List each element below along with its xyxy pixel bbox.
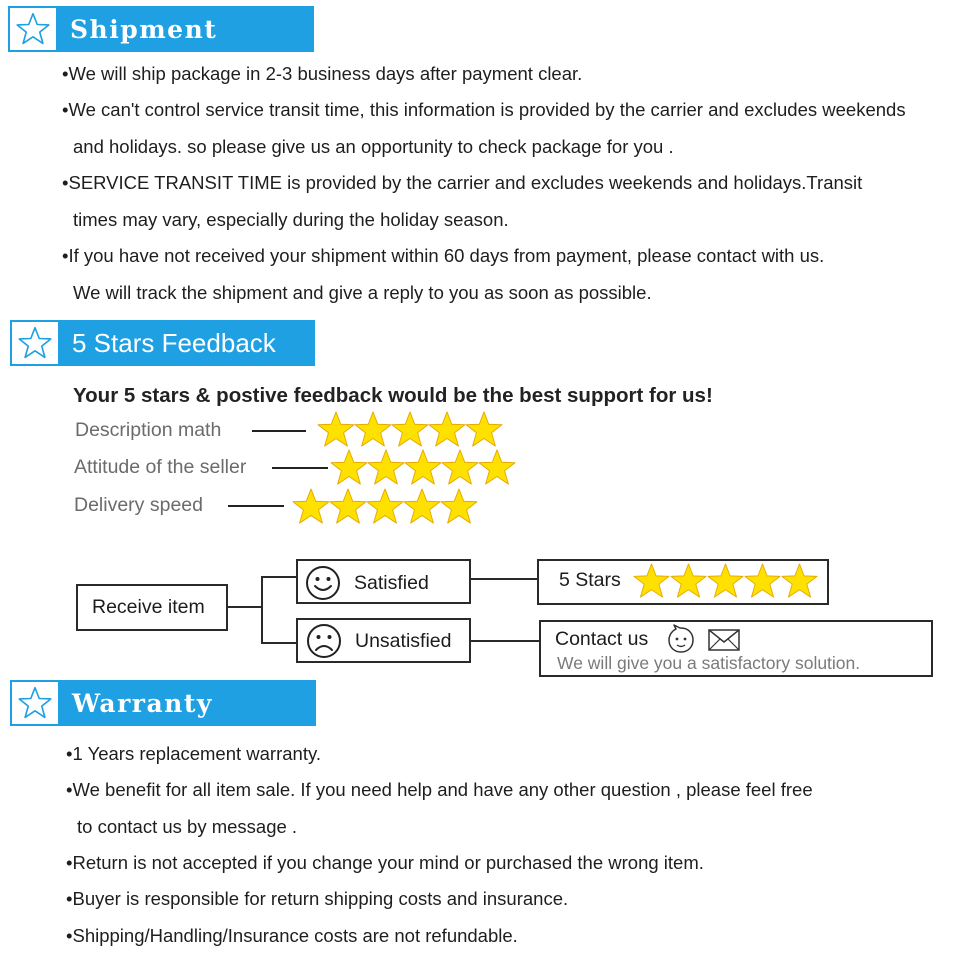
- five-stars-label: 5 Stars: [559, 569, 621, 591]
- star-filled-icon: [367, 449, 405, 485]
- chat-face-icon: [666, 624, 696, 656]
- rating-connector: [252, 430, 306, 432]
- warranty-line: to contact us by message .: [77, 816, 298, 837]
- warranty-line: •Return is not accepted if you change your mind or purchased the wrong item.: [66, 852, 704, 873]
- flow-connector: [261, 642, 297, 644]
- shipment-line: •We will ship package in 2-3 business days after payment clear.: [62, 63, 583, 84]
- star-filled-icon: [781, 563, 818, 598]
- warranty-line: •1 Years replacement warranty.: [66, 743, 321, 764]
- star-filled-icon: [465, 411, 503, 447]
- frowning-face-icon: [306, 623, 342, 659]
- star-filled-icon: [292, 488, 330, 524]
- rating-stars: [317, 411, 502, 447]
- satisfied-label: Satisfied: [354, 572, 429, 594]
- flow-connector: [261, 576, 297, 578]
- star-filled-icon: [404, 449, 442, 485]
- star-filled-icon: [707, 563, 744, 598]
- star-filled-icon: [391, 411, 429, 447]
- shipment-line: We will track the shipment and give a reply to you as soon as possible.: [73, 282, 652, 303]
- shipment-line: •SERVICE TRANSIT TIME is provided by the carrier and excludes weekends and holidays.Transit: [62, 172, 863, 193]
- feedback-banner: [10, 320, 315, 366]
- shipment-title: Shipment: [70, 14, 218, 44]
- shipment-line: •If you have not received your shipment within 60 days from payment, please contact with us.: [62, 245, 825, 266]
- star-filled-icon: [403, 488, 441, 524]
- star-filled-icon: [670, 563, 707, 598]
- star-filled-icon: [744, 563, 781, 598]
- shipment-banner: [8, 6, 314, 52]
- shipment-line: •We can't control service transit time, this information is provided by the carrier and excludes weekends: [62, 99, 906, 120]
- star-filled-icon: [329, 488, 367, 524]
- star-filled-icon: [478, 449, 516, 485]
- flow-connector: [228, 606, 262, 608]
- warranty-title: Warranty: [72, 688, 213, 718]
- rating-label: Description math: [75, 419, 222, 441]
- rating-stars: [292, 488, 477, 524]
- shipment-line: times may vary, especially during the holiday season.: [73, 209, 509, 230]
- contact-us-subtext: We will give you a satisfactory solution.: [557, 653, 861, 673]
- unsatisfied-label: Unsatisfied: [355, 630, 452, 652]
- rating-stars: [330, 449, 515, 485]
- star-filled-icon: [354, 411, 392, 447]
- rating-connector: [228, 505, 284, 507]
- star-outline-icon: [10, 320, 60, 366]
- star-outline-icon: [8, 6, 58, 52]
- receive-item-label: Receive item: [92, 596, 205, 618]
- warranty-banner: [10, 680, 316, 726]
- star-filled-icon: [428, 411, 466, 447]
- rating-connector: [272, 467, 328, 469]
- star-filled-icon: [440, 488, 478, 524]
- warranty-line: •Shipping/Handling/Insurance costs are not refundable.: [66, 925, 518, 946]
- star-filled-icon: [441, 449, 479, 485]
- contact-us-label: Contact us: [555, 628, 649, 650]
- rating-label: Delivery speed: [74, 494, 203, 516]
- rating-label: Attitude of the seller: [74, 456, 247, 478]
- feedback-title: 5 Stars Feedback: [72, 327, 276, 358]
- star-filled-icon: [317, 411, 355, 447]
- star-outline-icon: [10, 680, 60, 726]
- warranty-line: •We benefit for all item sale. If you need help and have any other question , please feel free: [66, 779, 813, 800]
- star-filled-icon: [330, 449, 368, 485]
- flow-connector: [471, 640, 540, 642]
- shipment-line: and holidays. so please give us an opportunity to check package for you .: [73, 136, 674, 157]
- feedback-heading: Your 5 stars & postive feedback would be the best support for us!: [73, 384, 713, 407]
- warranty-line: •Buyer is responsible for return shipping costs and insurance.: [66, 888, 569, 909]
- flow-connector: [471, 578, 538, 580]
- star-filled-icon: [633, 563, 670, 598]
- envelope-icon: [708, 629, 740, 651]
- flow-connector: [261, 576, 263, 643]
- smiley-face-icon: [305, 565, 341, 601]
- star-filled-icon: [366, 488, 404, 524]
- five-stars-rating: [633, 563, 818, 598]
